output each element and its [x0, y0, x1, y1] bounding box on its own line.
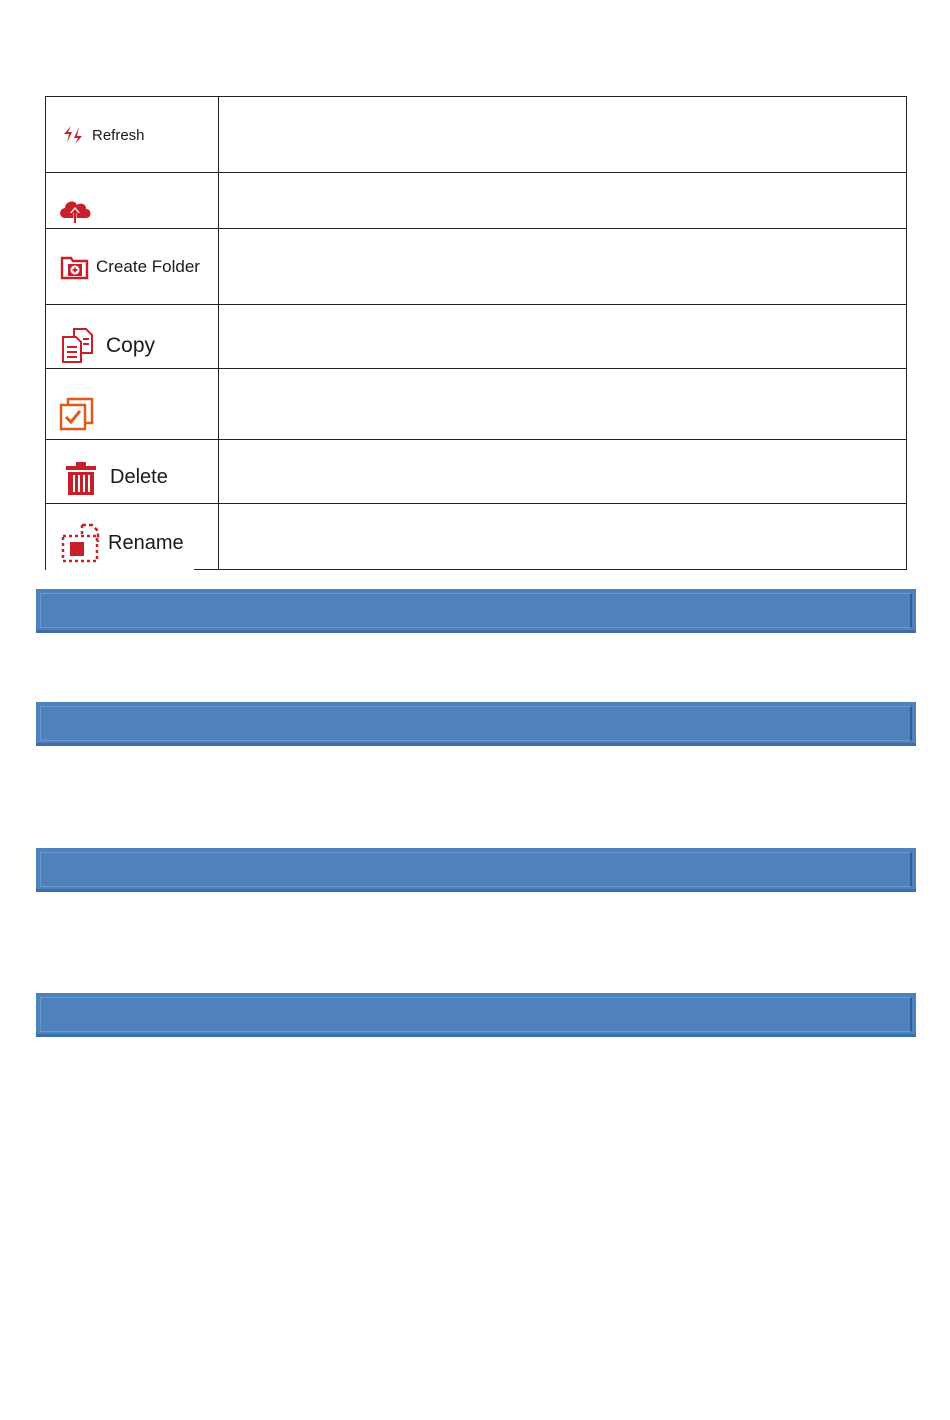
rename-button[interactable]	[46, 504, 194, 570]
delete-button[interactable]	[46, 440, 186, 503]
delete-description-cell	[219, 440, 906, 503]
rename-label: Rename	[108, 531, 184, 554]
section-header-bar	[36, 993, 916, 1037]
toolbar-reference-table	[45, 96, 907, 570]
copy-label: Copy	[106, 333, 156, 357]
refresh-button[interactable]	[46, 98, 218, 172]
select-button[interactable]	[46, 369, 102, 439]
copy-icon	[60, 327, 96, 365]
trash-icon	[64, 460, 98, 496]
copy-button[interactable]	[46, 305, 186, 368]
create-folder-label: Create Folder	[96, 256, 200, 276]
refresh-description-cell	[219, 97, 906, 172]
select-description-cell	[219, 369, 906, 439]
create-folder-icon	[60, 253, 90, 281]
create-folder-button[interactable]	[46, 229, 218, 304]
upload-description-cell	[219, 173, 906, 228]
cloud-upload-icon	[56, 194, 94, 226]
rename-description-cell	[219, 504, 906, 570]
upload-button[interactable]	[46, 173, 218, 228]
section-header-bar	[36, 589, 916, 633]
section-header-bar	[36, 702, 916, 746]
create-folder-description-cell	[219, 229, 906, 304]
delete-label: Delete	[110, 466, 168, 488]
refresh-label: Refresh	[92, 126, 145, 144]
copy-description-cell	[219, 305, 906, 368]
section-header-bar	[36, 848, 916, 892]
refresh-icon	[60, 123, 86, 147]
select-all-icon	[58, 397, 94, 431]
rename-icon	[60, 522, 100, 564]
